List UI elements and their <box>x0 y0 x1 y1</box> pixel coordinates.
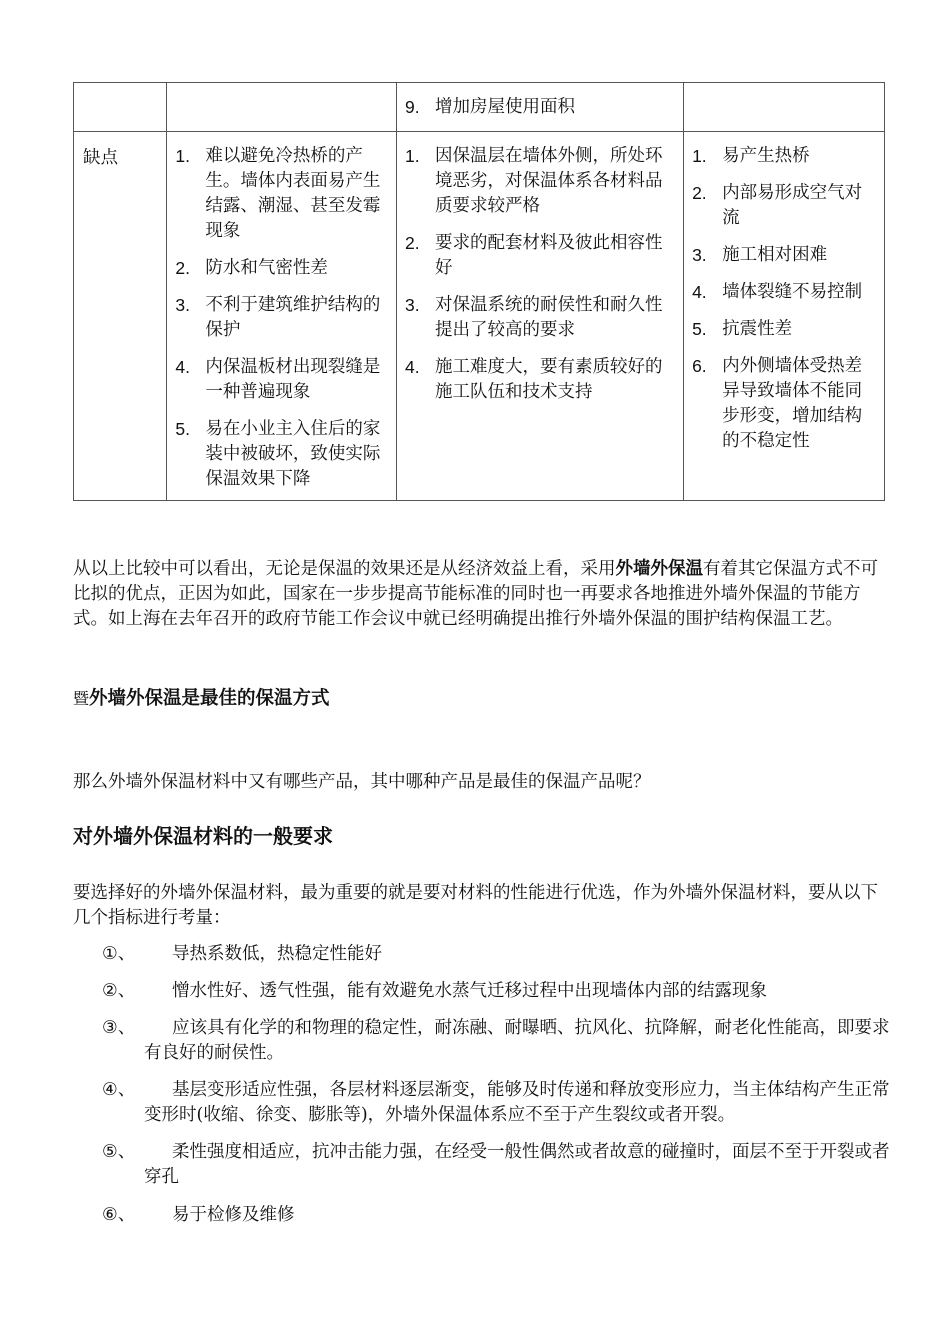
item-text: 因保温层在墙体外侧，所处环境恶劣，对保温体系各材料品质要求较严格 <box>435 146 663 216</box>
row-label: 缺点 <box>83 148 118 168</box>
table-cell <box>167 83 397 132</box>
list-item <box>175 293 388 343</box>
requirement-text: 导热系数低，热稳定性能好 <box>172 944 382 964</box>
list-item <box>175 256 388 281</box>
requirement-item <box>102 1078 897 1128</box>
question-paragraph: 那么外墙外保温材料中又有哪些产品，其中哪种产品是最佳的保温产品呢？ <box>73 772 651 792</box>
requirement-text: 应该具有化学的和物理的稳定性，耐冻融、耐曝晒、抗风化、抗降解，耐老化性能高，即要求有良好的耐侯性。 <box>144 1018 890 1063</box>
item-number: 3. <box>692 245 707 265</box>
requirement-text: 憎水性好、透气性强，能有效避免水蒸气迁移过程中出现墙体内部的结露现象 <box>172 981 767 1001</box>
item-text: 抗震性差 <box>722 319 793 339</box>
list-item <box>175 417 388 492</box>
list-item <box>692 181 876 231</box>
item-text: 施工相对困难 <box>722 245 828 265</box>
requirement-marker: ④、 <box>102 1080 136 1100</box>
item-text: 难以避免冷热桥的产生。墙体内表面易产生结露、潮湿、甚至发霉现象 <box>205 146 381 241</box>
item-text: 防水和气密性差 <box>205 258 328 278</box>
item-text: 施工难度大，要有素质较好的施工队伍和技术支持 <box>435 357 663 402</box>
list-item <box>405 144 675 219</box>
section-heading-best <box>73 684 330 710</box>
item-number: 5. <box>692 319 707 339</box>
section-heading-requirements: 对外墙外保温材料的一般要求 <box>73 824 333 848</box>
list-item <box>405 293 675 343</box>
heading-text: 外墙外保温是最佳的保温方式 <box>89 688 330 709</box>
item-text: 要求的配套材料及彼此相容性好 <box>435 233 663 278</box>
item-text: 易产生热桥 <box>722 146 810 166</box>
list-item <box>692 354 876 454</box>
item-number: 3. <box>175 295 190 315</box>
item-number: 4. <box>405 357 420 377</box>
item-number: 2. <box>175 258 190 278</box>
requirement-marker: ①、 <box>102 944 136 964</box>
item-text: 易在小业主入住后的家装中被破坏，致使实际保温效果下降 <box>205 419 381 489</box>
item-text: 墙体裂缝不易控制 <box>722 282 863 302</box>
table-row <box>74 83 885 132</box>
item-number: 1. <box>175 146 190 166</box>
item-number: 2. <box>405 233 420 253</box>
item-number: 5. <box>175 419 190 439</box>
item-text: 对保温系统的耐侯性和耐久性提出了较高的要求 <box>435 295 663 340</box>
table-cell <box>74 83 167 132</box>
requirement-text: 柔性强度相适应，抗冲击能力强，在经受一般性偶然或者故意的碰撞时，面层不至于开裂或者穿孔 <box>144 1142 890 1187</box>
list-item <box>405 231 675 281</box>
table-cell <box>684 83 885 132</box>
table-cell <box>167 132 397 501</box>
list-item <box>692 280 876 305</box>
list-item <box>692 144 876 169</box>
table-cell <box>397 132 684 501</box>
item-text: 内部易形成空气对流 <box>722 183 863 228</box>
item-number: 1. <box>692 146 707 166</box>
list-item <box>405 355 675 405</box>
item-number: 4. <box>692 282 707 302</box>
requirement-marker: ②、 <box>102 981 136 1001</box>
requirement-marker: ⑤、 <box>102 1142 136 1162</box>
requirement-item <box>102 1016 897 1066</box>
requirement-item <box>102 942 897 967</box>
comparison-table <box>73 82 885 501</box>
requirement-item <box>102 1140 897 1190</box>
intro-paragraph: 要选择好的外墙外保温材料，最为重要的就是要对材料的性能进行优选，作为外墙外保温材料，要从以下几个指标进行考量： <box>73 883 878 928</box>
item-text: 不利于建筑维护结构的保护 <box>205 295 381 340</box>
row-label-cell <box>74 132 167 501</box>
item-number: 6. <box>692 356 707 376</box>
conclusion-text-1: 从以上比较中可以看出，无论是保温的效果还是从经济效益上看，采用 <box>73 559 616 579</box>
item-number: 1. <box>405 146 420 166</box>
item-text: 内保温板材出现裂缝是一种普遍现象 <box>205 357 381 402</box>
item-number: 9. <box>405 97 420 117</box>
table-cell <box>684 132 885 501</box>
requirement-text: 基层变形适应性强，各层材料逐层渐变，能够及时传递和释放变形应力，当主体结构产生正常变形时(收缩、徐变、膨胀等)，外墙外保温体系应不至于产生裂纹或者开裂。 <box>144 1080 890 1125</box>
list-item <box>175 355 388 405</box>
list-item <box>692 317 876 342</box>
requirement-item <box>102 979 897 1004</box>
item-text: 内外侧墙体受热差异导致墙体不能同步形变，增加结构的不稳定性 <box>722 356 863 451</box>
list-item <box>405 95 675 120</box>
item-number: 4. <box>175 357 190 377</box>
requirement-text: 易于检修及维修 <box>172 1205 295 1225</box>
conclusion-emphasis: 外墙外保温 <box>615 559 703 579</box>
item-text: 增加房屋使用面积 <box>435 97 575 117</box>
conclusion-paragraph <box>73 557 893 632</box>
item-number: 3. <box>405 295 420 315</box>
requirement-item <box>102 1203 897 1228</box>
item-number: 2. <box>692 183 707 203</box>
requirement-marker: ③、 <box>102 1018 136 1038</box>
requirement-marker: ⑥、 <box>102 1205 136 1225</box>
heading-prefix: 暨 <box>73 689 90 708</box>
conclusion-text-2: 有着其它保温方式不可比拟的优点，正因为如此，国家在一步步提高节能标准的同时也一再要求各地推进外墙外保温的节能方式。如上海在去年召开的政府节能工作会议中就已经明确提出推行外墙外保温的围护结构保温工艺。 <box>73 559 878 629</box>
table-row <box>74 132 885 501</box>
list-item <box>692 243 876 268</box>
table-cell <box>397 83 684 132</box>
list-item <box>175 144 388 244</box>
